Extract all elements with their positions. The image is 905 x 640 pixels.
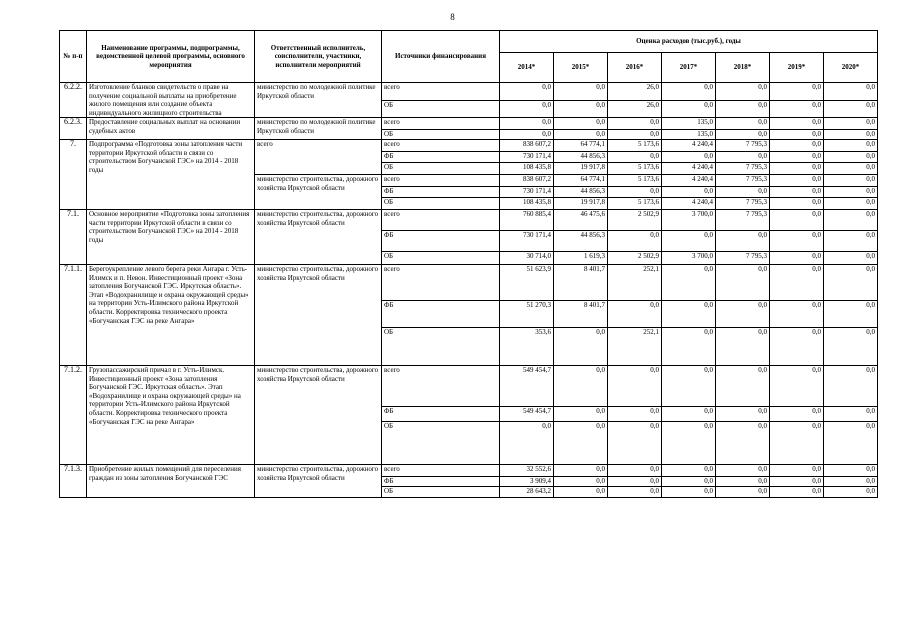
amount-cell: 5 173,6: [608, 197, 662, 209]
header-year: 2018*: [716, 53, 770, 83]
amount-cell: 0,0: [608, 421, 662, 464]
amount-cell: 0,0: [824, 421, 878, 464]
amount-cell: 0,0: [824, 486, 878, 497]
funding-source: ФБ: [382, 300, 500, 327]
amount-cell: 0,0: [662, 264, 716, 300]
amount-cell: 2 502,9: [608, 251, 662, 264]
amount-cell: 51 270,3: [500, 300, 554, 327]
amount-cell: 19 917,8: [554, 162, 608, 174]
page-number: 8: [450, 12, 455, 22]
amount-cell: 28 643,2: [500, 486, 554, 497]
amount-cell: 26,0: [608, 101, 662, 118]
table-row: [60, 83, 878, 101]
row-executor: министерство по молодежной политике Иркутской области: [255, 118, 382, 140]
amount-cell: 0,0: [770, 186, 824, 197]
amount-cell: 0,0: [770, 300, 824, 327]
amount-cell: 2 502,9: [608, 209, 662, 230]
amount-cell: 5 173,6: [608, 174, 662, 186]
funding-source: ФБ: [382, 476, 500, 486]
amount-cell: 0,0: [824, 151, 878, 162]
row-executor: министерство строительства, дорожного хозяйства Иркутской области: [255, 464, 382, 497]
funding-source: всего: [382, 464, 500, 476]
amount-cell: 0,0: [608, 151, 662, 162]
amount-cell: 0,0: [824, 118, 878, 130]
amount-cell: 838 607,2: [500, 174, 554, 186]
amount-cell: 0,0: [716, 151, 770, 162]
funding-source: всего: [382, 365, 500, 406]
amount-cell: 0,0: [608, 186, 662, 197]
amount-cell: 0,0: [608, 130, 662, 140]
amount-cell: 0,0: [500, 421, 554, 464]
amount-cell: 0,0: [824, 174, 878, 186]
amount-cell: 0,0: [770, 151, 824, 162]
amount-cell: 0,0: [662, 300, 716, 327]
amount-cell: 760 885,4: [500, 209, 554, 230]
row-executor: всего: [255, 139, 382, 174]
row-executor: министерство строительства, дорожного хозяйства Иркутской области: [255, 209, 382, 264]
amount-cell: 0,0: [770, 174, 824, 186]
amount-cell: 0,0: [554, 476, 608, 486]
amount-cell: 8 401,7: [554, 264, 608, 300]
row-code: 7.: [60, 139, 87, 209]
amount-cell: 730 171,4: [500, 151, 554, 162]
amount-cell: 0,0: [770, 197, 824, 209]
header-num: № п-п: [60, 31, 87, 83]
funding-source: всего: [382, 209, 500, 230]
row-name: Изготовление бланков свидетельств о праве на получение социальной выплаты на приобретение жилого помещения или создание объекта индивидуального жилищного строительства: [87, 83, 255, 118]
amount-cell: 19 917,8: [554, 197, 608, 209]
amount-cell: 0,0: [554, 365, 608, 406]
amount-cell: 0,0: [770, 464, 824, 476]
row-executor: министерство строительства, дорожного хозяйства Иркутской области: [255, 365, 382, 464]
amount-cell: 4 240,4: [662, 174, 716, 186]
amount-cell: 0,0: [770, 139, 824, 151]
header-year: 2019*: [770, 53, 824, 83]
header-sources: Источники финансирования: [382, 31, 500, 83]
row-name: Подпрограмма «Подготовка зоны затопления части территории Иркутской области в связи со строительством Богучанской ГЭС» на 2014 - 2018 годы: [87, 139, 255, 209]
amount-cell: 0,0: [662, 464, 716, 476]
amount-cell: 0,0: [824, 300, 878, 327]
funding-source: всего: [382, 139, 500, 151]
header-estimate: Оценка расходов (тыс.руб.), годы: [500, 31, 878, 53]
row-name: Грузопассажирский причал в г. Усть-Илимск. Инвестиционный проект «Зона затопления Богучанской ГЭС. Иркутская область». Этап «Водохранилище и охрана окружающей среды» на территории Усть-Илимского района Иркутской области. Корректировка технического проекта «Богучанская ГЭС на реке Ангара»: [87, 365, 255, 464]
amount-cell: 0,0: [824, 83, 878, 101]
amount-cell: 135,0: [662, 118, 716, 130]
amount-cell: 7 795,3: [716, 139, 770, 151]
amount-cell: 0,0: [662, 476, 716, 486]
row-code: 7.1.: [60, 209, 87, 264]
amount-cell: 0,0: [716, 406, 770, 421]
funding-source: всего: [382, 174, 500, 186]
amount-cell: 0,0: [608, 406, 662, 421]
amount-cell: 7 795,3: [716, 162, 770, 174]
row-name: Основное мероприятие «Подготовка зоны затопления части территории Иркутской области в связи со строительством Богучанской ГЭС» на 2014 - 2018 годы: [87, 209, 255, 264]
row-code: 6.2.2.: [60, 83, 87, 118]
amount-cell: 0,0: [824, 251, 878, 264]
amount-cell: 0,0: [554, 421, 608, 464]
amount-cell: 0,0: [770, 118, 824, 130]
amount-cell: 549 454,7: [500, 406, 554, 421]
header-name: Наименование программы, подпрограммы, ведомственной целевой программы, основного мероприятия: [87, 31, 255, 83]
row-code: 7.1.1.: [60, 264, 87, 365]
amount-cell: 0,0: [770, 230, 824, 251]
amount-cell: 7 795,3: [716, 251, 770, 264]
amount-cell: 0,0: [824, 197, 878, 209]
funding-source: ОБ: [382, 251, 500, 264]
row-code: 6.2.3.: [60, 118, 87, 140]
amount-cell: 0,0: [824, 139, 878, 151]
amount-cell: 0,0: [608, 486, 662, 497]
amount-cell: 0,0: [716, 101, 770, 118]
amount-cell: 838 607,2: [500, 139, 554, 151]
amount-cell: 0,0: [662, 186, 716, 197]
row-name: Приобретение жилых помещений для переселения граждан из зоны затопления Богучанской ГЭС: [87, 464, 255, 497]
row-executor: министерство строительства, дорожного хозяйства Иркутской области: [255, 174, 382, 209]
amount-cell: 0,0: [662, 230, 716, 251]
amount-cell: 0,0: [554, 464, 608, 476]
amount-cell: 4 240,4: [662, 162, 716, 174]
amount-cell: 26,0: [608, 83, 662, 101]
funding-source: ФБ: [382, 151, 500, 162]
amount-cell: 0,0: [824, 209, 878, 230]
amount-cell: 0,0: [662, 101, 716, 118]
amount-cell: 0,0: [716, 264, 770, 300]
amount-cell: 0,0: [770, 264, 824, 300]
header-year: 2017*: [662, 53, 716, 83]
amount-cell: 0,0: [824, 476, 878, 486]
table-row: [60, 209, 878, 230]
amount-cell: 0,0: [554, 101, 608, 118]
header-year: 2016*: [608, 53, 662, 83]
row-name: Предоставление социальных выплат на основании судебных актов: [87, 118, 255, 140]
amount-cell: 0,0: [716, 130, 770, 140]
funding-source: ОБ: [382, 421, 500, 464]
amount-cell: 0,0: [662, 151, 716, 162]
amount-cell: 0,0: [770, 421, 824, 464]
funding-source: ОБ: [382, 327, 500, 365]
amount-cell: 0,0: [824, 264, 878, 300]
table-row: [60, 139, 878, 151]
amount-cell: 1 619,3: [554, 251, 608, 264]
amount-cell: 0,0: [500, 101, 554, 118]
row-code: 7.1.3.: [60, 464, 87, 497]
amount-cell: 0,0: [716, 421, 770, 464]
table-row: [60, 365, 878, 406]
amount-cell: 0,0: [662, 486, 716, 497]
amount-cell: 0,0: [662, 406, 716, 421]
amount-cell: 135,0: [662, 130, 716, 140]
amount-cell: 0,0: [608, 230, 662, 251]
amount-cell: 0,0: [824, 365, 878, 406]
funding-source: всего: [382, 83, 500, 101]
amount-cell: 3 909,4: [500, 476, 554, 486]
amount-cell: 0,0: [770, 476, 824, 486]
amount-cell: 0,0: [554, 118, 608, 130]
amount-cell: 0,0: [824, 230, 878, 251]
amount-cell: 0,0: [824, 464, 878, 476]
amount-cell: 0,0: [554, 83, 608, 101]
funding-source: ОБ: [382, 130, 500, 140]
funding-source: ОБ: [382, 101, 500, 118]
amount-cell: 0,0: [554, 406, 608, 421]
amount-cell: 0,0: [770, 365, 824, 406]
header-year: 2020*: [824, 53, 878, 83]
amount-cell: 0,0: [716, 365, 770, 406]
amount-cell: 0,0: [770, 209, 824, 230]
amount-cell: 4 240,4: [662, 197, 716, 209]
amount-cell: 5 173,6: [608, 139, 662, 151]
amount-cell: 0,0: [716, 327, 770, 365]
amount-cell: 252,1: [608, 264, 662, 300]
amount-cell: 44 856,3: [554, 230, 608, 251]
table-body: [60, 83, 878, 498]
amount-cell: 0,0: [554, 486, 608, 497]
amount-cell: 51 623,9: [500, 264, 554, 300]
amount-cell: 0,0: [662, 83, 716, 101]
amount-cell: 7 795,3: [716, 197, 770, 209]
amount-cell: 46 475,6: [554, 209, 608, 230]
amount-cell: 0,0: [716, 476, 770, 486]
amount-cell: 730 171,4: [500, 230, 554, 251]
amount-cell: 353,6: [500, 327, 554, 365]
table-row: [60, 264, 878, 300]
funding-source: ФБ: [382, 230, 500, 251]
amount-cell: 0,0: [662, 365, 716, 406]
amount-cell: 0,0: [608, 118, 662, 130]
table-row: [60, 464, 878, 476]
amount-cell: 0,0: [500, 83, 554, 101]
amount-cell: 108 435,8: [500, 197, 554, 209]
amount-cell: 0,0: [608, 476, 662, 486]
amount-cell: 30 714,0: [500, 251, 554, 264]
amount-cell: 0,0: [824, 130, 878, 140]
header-year: 2014*: [500, 53, 554, 83]
row-name: Берегоукрепление левого берега реки Ангара г. Усть-Илимск и п. Невон. Инвестиционный проект «Зона затопления Богучанской ГЭС. Иркутская область». Этап «Водохранилище и охрана окружающей среды» на территории Усть-Илимского района Иркутской области. Корректировка технического проекта «Богучанская ГЭС на реке Ангара»: [87, 264, 255, 365]
amount-cell: 0,0: [554, 130, 608, 140]
amount-cell: 0,0: [824, 162, 878, 174]
amount-cell: 3 700,0: [662, 251, 716, 264]
amount-cell: 0,0: [716, 464, 770, 476]
amount-cell: 0,0: [770, 327, 824, 365]
table-row: [60, 118, 878, 130]
amount-cell: 0,0: [500, 130, 554, 140]
amount-cell: 5 173,6: [608, 162, 662, 174]
amount-cell: 0,0: [716, 486, 770, 497]
amount-cell: 0,0: [554, 327, 608, 365]
amount-cell: 108 435,8: [500, 162, 554, 174]
amount-cell: 0,0: [608, 464, 662, 476]
amount-cell: 0,0: [608, 365, 662, 406]
amount-cell: 730 171,4: [500, 186, 554, 197]
amount-cell: 0,0: [770, 83, 824, 101]
amount-cell: 0,0: [716, 186, 770, 197]
funding-source: ФБ: [382, 186, 500, 197]
table-header: [60, 31, 878, 83]
amount-cell: 0,0: [500, 118, 554, 130]
amount-cell: 0,0: [716, 83, 770, 101]
row-code: 7.1.2.: [60, 365, 87, 464]
amount-cell: 0,0: [770, 162, 824, 174]
amount-cell: 0,0: [824, 101, 878, 118]
amount-cell: 44 856,3: [554, 151, 608, 162]
amount-cell: 0,0: [824, 327, 878, 365]
funding-source: ОБ: [382, 486, 500, 497]
amount-cell: 0,0: [824, 406, 878, 421]
amount-cell: 8 401,7: [554, 300, 608, 327]
amount-cell: 7 795,3: [716, 174, 770, 186]
funding-source: ФБ: [382, 406, 500, 421]
amount-cell: 0,0: [770, 251, 824, 264]
amount-cell: 32 552,6: [500, 464, 554, 476]
amount-cell: 4 240,4: [662, 139, 716, 151]
amount-cell: 64 774,1: [554, 139, 608, 151]
amount-cell: 0,0: [716, 230, 770, 251]
amount-cell: 0,0: [716, 300, 770, 327]
funding-source: всего: [382, 264, 500, 300]
row-executor: министерство строительства, дорожного хозяйства Иркутской области: [255, 264, 382, 365]
amount-cell: 0,0: [770, 101, 824, 118]
budget-table: [59, 30, 878, 498]
amount-cell: 0,0: [662, 421, 716, 464]
row-executor: министерство по молодежной политике Иркутской области: [255, 83, 382, 118]
amount-cell: 0,0: [770, 406, 824, 421]
amount-cell: 3 700,0: [662, 209, 716, 230]
amount-cell: 0,0: [608, 300, 662, 327]
amount-cell: 0,0: [770, 486, 824, 497]
header-executor: Ответственный исполнитель, соисполнители, участники, исполнители мероприятий: [255, 31, 382, 83]
amount-cell: 0,0: [770, 130, 824, 140]
amount-cell: 252,1: [608, 327, 662, 365]
header-year: 2015*: [554, 53, 608, 83]
amount-cell: 549 454,7: [500, 365, 554, 406]
amount-cell: 7 795,3: [716, 209, 770, 230]
funding-source: ОБ: [382, 162, 500, 174]
amount-cell: 0,0: [662, 327, 716, 365]
amount-cell: 0,0: [716, 118, 770, 130]
funding-source: ОБ: [382, 197, 500, 209]
amount-cell: 64 774,1: [554, 174, 608, 186]
amount-cell: 0,0: [824, 186, 878, 197]
funding-source: всего: [382, 118, 500, 130]
amount-cell: 44 856,3: [554, 186, 608, 197]
